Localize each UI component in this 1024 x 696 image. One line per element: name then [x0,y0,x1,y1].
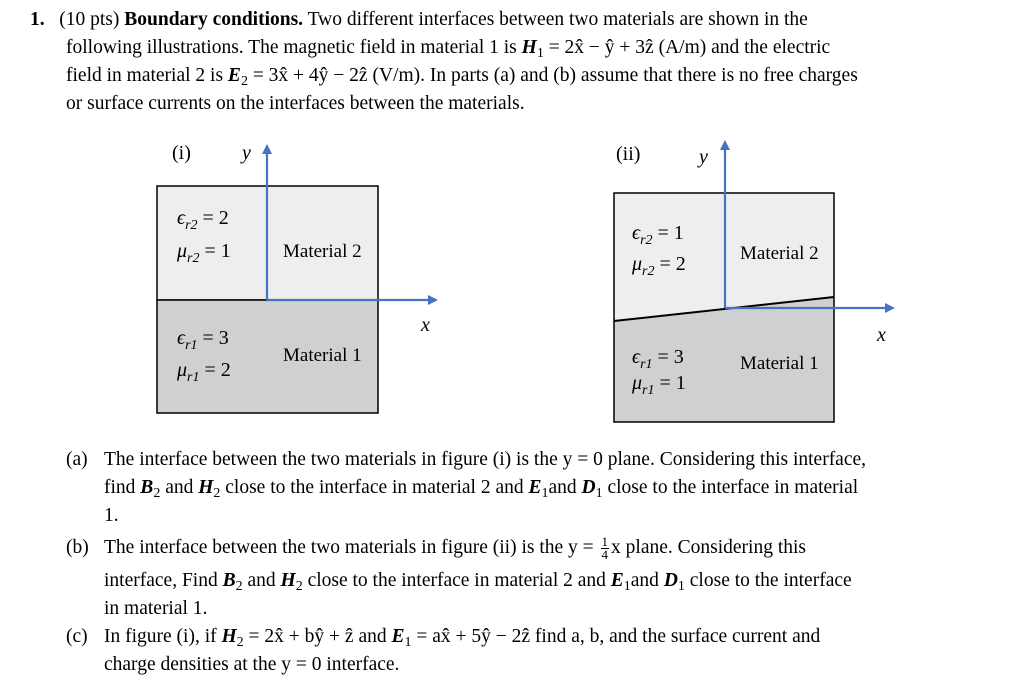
part-a-line-3: 1. [104,505,119,526]
fraction-one-quarter [601,536,610,561]
fig2-material2-label: Material 2 [740,243,819,264]
fig2-x-label: x [877,324,886,346]
part-c-label: (c) [66,626,88,647]
problem-intro: Two different interfaces between two materials are shown in the [307,9,808,30]
b2-subscript: 2 [235,579,243,594]
figure-i [157,142,436,413]
part-a-line-2 [104,474,858,508]
problem-number: 1. [30,9,45,30]
h2-subscript: 2 [295,579,303,594]
e1-symbol: E [610,570,624,591]
fig2-eps1: $\epsilon_{r1} = 3$ [632,346,684,372]
part-b-line-3: in material 1. [104,598,208,619]
e2-symbol: E [227,65,241,86]
h1-symbol: H [521,37,537,58]
part-a-label: (a) [66,449,88,470]
fig1-mu1: $\mu_{r1} = 2$ [177,359,231,385]
e2-subscript: 2 [240,74,248,89]
fig1-eps2: $\epsilon_{r2} = 2$ [177,207,229,233]
h2-subscript: 2 [236,635,244,650]
part-b-text: The interface between the two materials in figure (ii) is the y = [104,537,599,558]
b2-subscript: 2 [153,486,161,501]
h1-subscript: 1 [536,46,544,61]
fig2-y-label: y [699,146,708,168]
d1-symbol: D [581,477,596,498]
part-a-line-1: The interface between the two materials in figure (i) is the y = 0 plane. Considering this interface, [104,449,867,470]
part-a-text: find [104,477,141,498]
d1-symbol: D [663,570,678,591]
h2-subscript: 2 [213,486,221,501]
b2-symbol: B [140,477,154,498]
h2-symbol: H [198,477,214,498]
h1-expression: = 2x̂ − ŷ + 3ẑ (A/m) and the electric [543,37,831,58]
problem-text: following illustrations. The magnetic field in material 1 is [66,37,522,58]
part-c-text: = 2x̂ + bŷ + ẑ and [243,626,392,647]
part-b-text: and [630,570,664,591]
fig2-eps2: $\epsilon_{r2} = 1$ [632,222,684,248]
e1-subscript: 1 [623,579,631,594]
fig1-material1-label: Material 1 [283,345,362,366]
part-b-text: x plane. Considering this [611,537,807,558]
b2-symbol: B [222,570,236,591]
problem-title: Boundary conditions. [124,9,304,30]
part-a-text: and [160,477,199,498]
e1-subscript: 1 [404,635,412,650]
h2-symbol: H [280,570,296,591]
part-b-text: close to the interface in material 2 and [302,570,611,591]
h2-symbol: H [221,626,237,647]
fig1-x-label: x [421,314,430,336]
fig1-material2-label: Material 2 [283,241,362,262]
part-c-text: = ax̂ + 5ŷ − 2ẑ find a, b, and the surface current and [411,626,821,647]
fig1-label: (i) [172,142,191,164]
part-c-text: In figure (i), if [104,626,222,647]
e1-subscript: 1 [541,486,549,501]
fig1-eps1: $\epsilon_{r1} = 3$ [177,327,229,353]
figure-ii [614,142,893,422]
part-a-text: close to the interface in material [602,477,859,498]
fig2-label: (ii) [616,143,641,165]
fig2-mu2: $\mu_{r2} = 2$ [632,253,686,279]
e1-symbol: E [528,477,542,498]
d1-subscript: 1 [595,486,603,501]
part-b-text: interface, Find [104,570,223,591]
e1-symbol: E [391,626,405,647]
problem-line-4: or surface currents on the interfaces between the materials. [66,93,525,114]
part-c-line-2: charge densities at the y = 0 interface. [104,654,400,675]
d1-subscript: 1 [677,579,685,594]
fig1-y-label: y [242,142,251,164]
problem-points: (10 pts) [59,9,120,30]
fraction-denominator: 4 [601,547,609,563]
part-a-text: and [548,477,582,498]
part-b-line-2 [104,567,852,601]
e2-expression: = 3x̂ + 4ŷ − 2ẑ (V/m). In parts (a) and (b) assume that there is no free charges [247,65,858,86]
fraction-numerator: 1 [601,534,609,550]
fig2-mu1: $\mu_{r1} = 1$ [632,372,686,398]
part-a-text: close to the interface in material 2 and [220,477,529,498]
fig2-material1-label: Material 1 [740,353,819,374]
part-b-line-1 [104,534,806,562]
part-b-text: and [242,570,281,591]
part-b-text: close to the interface [684,570,852,591]
fig1-mu2: $\mu_{r2} = 1$ [177,240,231,266]
part-b-label: (b) [66,537,89,558]
problem-text: field in material 2 is [66,65,228,86]
